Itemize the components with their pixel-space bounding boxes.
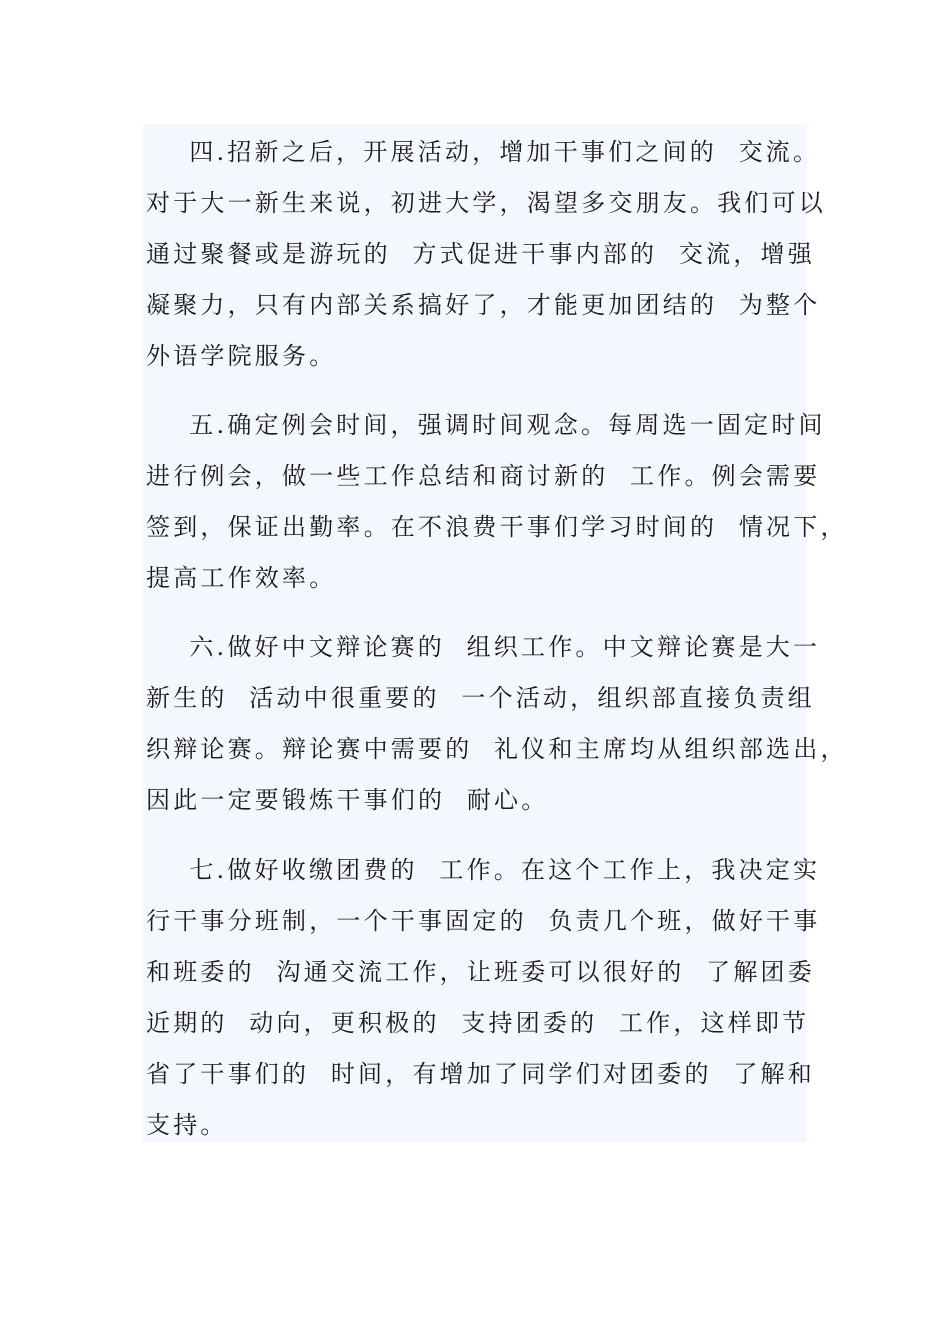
text-line: 和班委的 沟通交流工作，让班委可以很好的 了解团委	[146, 958, 815, 986]
text-line: 签到，保证出勤率。在不浪费干事们学习时间的 情况下，	[146, 513, 848, 541]
text-line: 省了干事们的 时间，有增加了同学们对团委的 了解和	[146, 1060, 815, 1088]
text-line: 对于大一新生来说，初进大学，渴望多交朋友。我们可以	[146, 189, 826, 217]
text-line: 行干事分班制，一个干事固定的 负责几个班，做好干事	[146, 907, 821, 935]
text-line: 织辩论赛。辩论赛中需要的 礼仪和主席均从组织部选出，	[146, 735, 848, 763]
paragraph-seven	[146, 845, 821, 1151]
text-line: 新生的 活动中很重要的 一个活动，组织部直接负责组	[146, 684, 815, 712]
text-line: 进行例会，做一些工作总结和商讨新的 工作。例会需要	[146, 462, 821, 490]
text-line: 凝聚力，只有内部关系搞好了，才能更加团结的 为整个	[146, 291, 821, 319]
text-line: 支持。	[146, 1111, 228, 1139]
text-line: 六.做好中文辩论赛的 组织工作。中文辩论赛是大一	[146, 633, 821, 661]
paragraph-six	[146, 622, 848, 826]
text-line: 七.做好收缴团费的 工作。在这个工作上，我决定实	[146, 856, 821, 884]
text-line: 外语学院服务。	[146, 342, 337, 370]
text-line: 因此一定要锻炼干事们的 耐心。	[146, 786, 549, 814]
text-line: 通过聚餐或是游玩的 方式促进干事内部的 交流，增强	[146, 240, 815, 268]
text-line: 提高工作效率。	[146, 564, 337, 592]
text-line: 五.确定例会时间，强调时间观念。每周选一固定时间	[146, 411, 826, 439]
text-line: 近期的 动向，更积极的 支持团委的 工作，这样即节	[146, 1009, 810, 1037]
text-line: 四.招新之后，开展活动，增加干事们之间的 交流。	[146, 138, 821, 166]
paragraph-five	[146, 400, 848, 604]
paragraph-four	[146, 127, 826, 382]
